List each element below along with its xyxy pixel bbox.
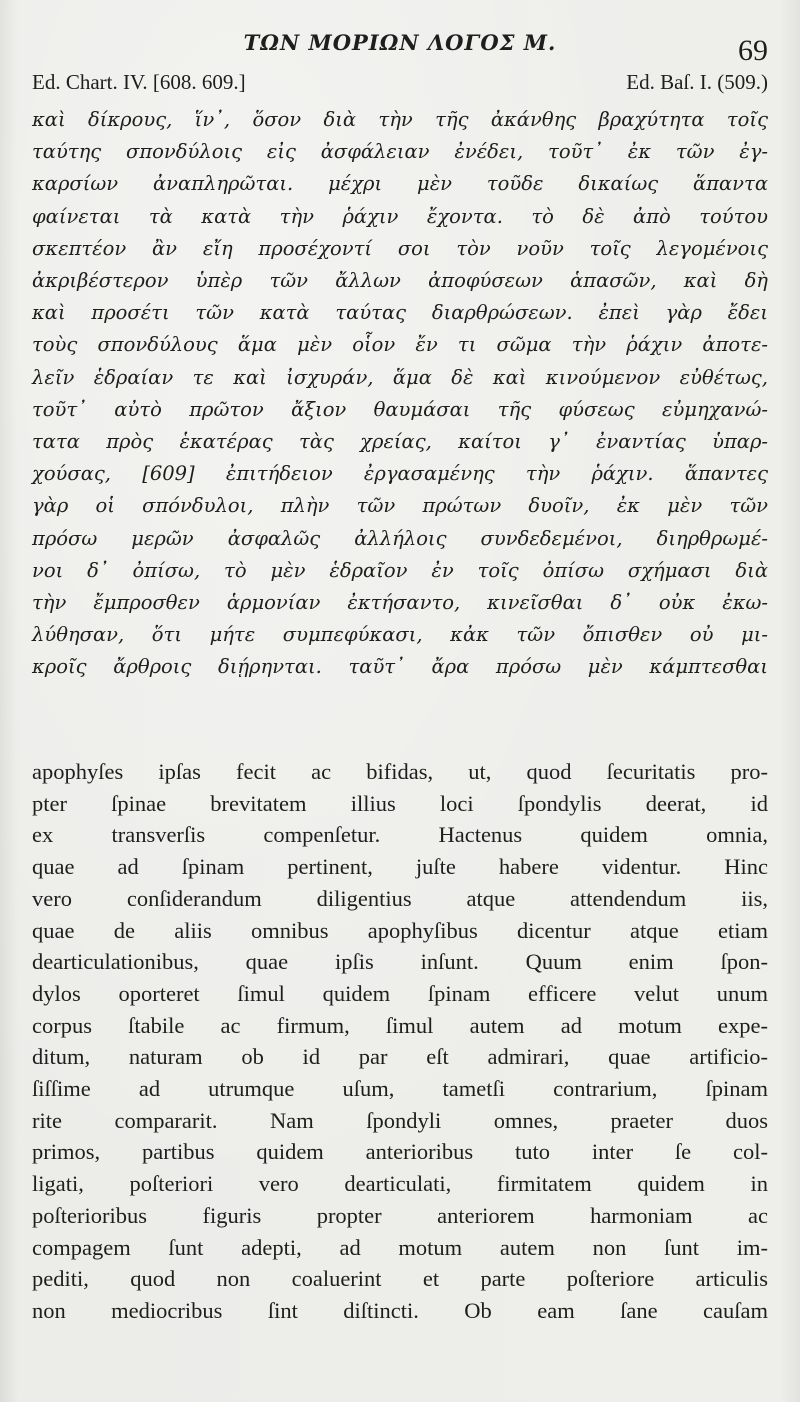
latin-line: rite compararit. Nam ſpondyli omnes, praeter duos [32,1107,768,1133]
greek-line: ταύτης σπονδύλοις εἰς ἀσφάλειαν ἐνέδει, τοῦτ᾽ ἐκ τῶν ἐγ- [32,140,768,164]
greek-line: λύθησαν, ὅτι μήτε συμπεφύκασι, κἀκ τῶν ὄπισθεν οὐ μι- [32,623,768,647]
greek-line: καὶ δίκρους, ἵν᾽, ὅσον διὰ τὴν τῆς ἀκάνθης βραχύτητα τοῖς [32,108,768,131]
latin-line: dylos oporteret ſimul quidem ſpinam efficere velut unum [32,980,768,1006]
greek-line: φαίνεται τὰ κατὰ τὴν ῥάχιν ἔχοντα. τὸ δὲ ἀπὸ τούτου [32,204,768,228]
edition-reference-line [32,70,768,100]
latin-line: ligati, poſteriori vero dearticulati, firmitatem quidem in [32,1171,768,1197]
greek-line: χούσας, [609] ἐπιτήδειον ἐργασαμένης τὴν ῥάχιν. ἅπαντες [32,462,768,486]
latin-line: pter ſpinae brevitatem illius loci ſpondylis deerat, id [32,790,768,816]
latin-line: corpus ſtabile ac firmum, ſimul autem ad motum expe- [32,1012,768,1038]
greek-line: γὰρ οἱ σπόνδυλοι, πλὴν τῶν πρώτων δυοῖν, ἐκ μὲν τῶν [32,494,768,518]
latin-line: quae ad ſpinam pertinent, juſte habere videntur. Hinc [32,854,768,880]
page-header [0,24,800,67]
greek-line: κροῖς ἄρθροις διῄρηνται. ταῦτ᾽ ἄρα πρόσω μὲν κάμπτεσθαι [32,655,768,679]
latin-line: pediti, quod non coaluerint et parte poſteriore articulis [32,1266,768,1292]
greek-line: τατα πρὸς ἑκατέρας τὰς χρείας, καίτοι γ᾽ ἐναντίας ὑπαρ- [32,430,768,454]
latin-line: compagem ſunt adepti, ad motum autem non ſunt im- [32,1234,768,1260]
latin-line: ex transverſis compenſetur. Hactenus quidem omnia, [32,822,768,848]
latin-line: vero conſiderandum diligentius atque attendendum iis, [32,885,768,911]
greek-line: καὶ προσέτι τῶν κατὰ ταύτας διαρθρώσεων. ἐπεὶ γὰρ ἔδει [32,301,768,325]
greek-line: καρσίων ἀναπληρῶται. μέχρι μὲν τοῦδε δικαίως ἅπαντα [32,172,768,196]
running-title: ΤΩΝ ΜΟΡΙΩΝ ΛΟΓΟΣ Μ. [243,30,557,55]
latin-line: poſterioribus figuris propter anteriorem harmoniam ac [32,1202,768,1228]
latin-line: apophyſes ipſas fecit ac bifidas, ut, quod ſecuritatis pro- [32,759,768,784]
greek-line: ἀκριβέστερον ὑπὲρ τῶν ἄλλων ἀποφύσεων ἁπασῶν, καὶ δὴ [32,269,768,293]
latin-line: dearticulationibus, quae ipſis inſunt. Quum enim ſpon- [32,949,768,975]
latin-text-block [32,756,768,1327]
greek-line: τὴν ἔμπροσθεν ἁρμονίαν ἐκτήσαντο, κινεῖσθαι δ᾽ οὐκ ἐκω- [32,591,768,615]
latin-line: ſiſſime ad utrumque uſum, tametſi contrarium, ſpinam [32,1076,768,1102]
page-number: 69 [738,34,768,67]
greek-line: τοῦτ᾽ αὐτὸ πρῶτον ἄξιον θαυμάσαι τῆς φύσεως εὐμηχανώ- [32,397,768,421]
edition-chartier-ref: Ed. Chart. IV. [608. 609.] [32,70,246,94]
greek-line: σκεπτέον ἂν εἴη προσέχοντί σοι τὸν νοῦν τοῖς λεγομένοις [32,236,768,260]
latin-line: non mediocribus ſint diſtincti. Ob eam ſane cauſam [32,1297,768,1323]
greek-line: πρόσω μερῶν ἀσφαλῶς ἀλλήλοις συνδεδεμένοι, διηρθρωμέ- [32,526,768,550]
greek-line: λεῖν ἑδραίαν τε καὶ ἰσχυράν, ἅμα δὲ καὶ κινούμενον εὐθέτως, [32,365,768,389]
latin-line: ditum, naturam ob id par eſt admirari, quae artificio- [32,1044,768,1070]
edition-basel-ref: Ed. Baſ. I. (509.) [626,70,768,94]
latin-line: quae de aliis omnibus apophyſibus dicentur atque etiam [32,917,768,943]
greek-text-block [32,104,768,684]
greek-line: νοι δ᾽ ὀπίσω, τὸ μὲν ἑδραῖον ἐν τοῖς ὀπίσω σχήμασι διὰ [32,558,768,582]
latin-line: primos, partibus quidem anterioribus tuto inter ſe col- [32,1139,768,1165]
greek-line: τοὺς σπονδύλους ἅμα μὲν οἷον ἔν τι σῶμα τὴν ῥάχιν ἀποτε- [32,333,768,357]
